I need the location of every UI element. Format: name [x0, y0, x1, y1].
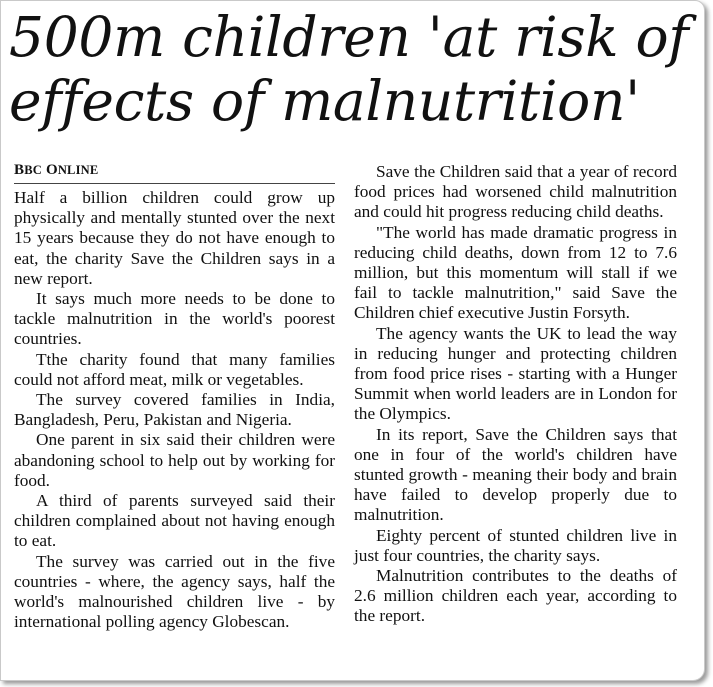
paragraph: It says much more needs to be done to tackle malnutrition in the world's poorest countries. — [14, 289, 335, 349]
paragraph: In its report, Save the Children says that one in four of the world's children have stunted growth - meaning their body and brain have failed to develop properly due to malnutrition. — [354, 424, 677, 525]
byline-bbc-rest: BC — [24, 163, 42, 177]
paragraph: Tthe charity found that many families could not afford meat, milk or vegetables. — [14, 349, 335, 389]
paragraph: Save the Children said that a year of record food prices had worsened child malnutrition and could hit progress reducing child deaths. — [354, 162, 677, 222]
paragraph: The survey covered families in India, Bangladesh, Peru, Pakistan and Nigeria. — [14, 390, 335, 430]
byline-online-rest: NLINE — [57, 163, 99, 177]
paragraph: "The world has made dramatic progress in reducing child deaths, down from 12 to 7.6 million, but this momentum will stall if we fail to tackle malnutrition," said Save the Children chief executive Justin Forsyth. — [354, 222, 677, 323]
headline-line-1: 500m children 'at risk of — [9, 5, 689, 69]
paragraph: One parent in six said their children were abandoning school to help out by working for food. — [14, 430, 335, 490]
headline — [9, 5, 699, 133]
paragraph: The survey was carried out in the five countries - where, the agency says, half the world's malnourished children live - by international polling agency Globescan. — [14, 551, 335, 632]
paragraph: The agency wants the UK to lead the way in reducing hunger and protecting children from food price rises - starting with a Hunger Summit when world leaders are in London for the Olympics. — [354, 323, 677, 424]
paragraph: Half a billion children could grow up physically and mentally stunted over the next 15 years because they do not have enough to eat, the charity Save the Children says in a new report. — [14, 188, 335, 288]
left-column — [14, 161, 335, 632]
paragraph: Eighty percent of stunted children live in just four countries, the charity says. — [354, 525, 677, 565]
column-gutter — [344, 161, 345, 666]
headline-line-2: effects of malnutrition' — [9, 69, 640, 133]
byline-initial-o: O — [45, 162, 58, 178]
byline-initial-b: B — [14, 162, 25, 178]
right-column — [354, 162, 677, 627]
byline — [14, 161, 335, 184]
paragraph: A third of parents surveyed said their children complained about not having enough to eat. — [14, 491, 335, 551]
paragraph: Malnutrition contributes to the deaths of 2.6 million children each year, according to the report. — [354, 566, 677, 626]
